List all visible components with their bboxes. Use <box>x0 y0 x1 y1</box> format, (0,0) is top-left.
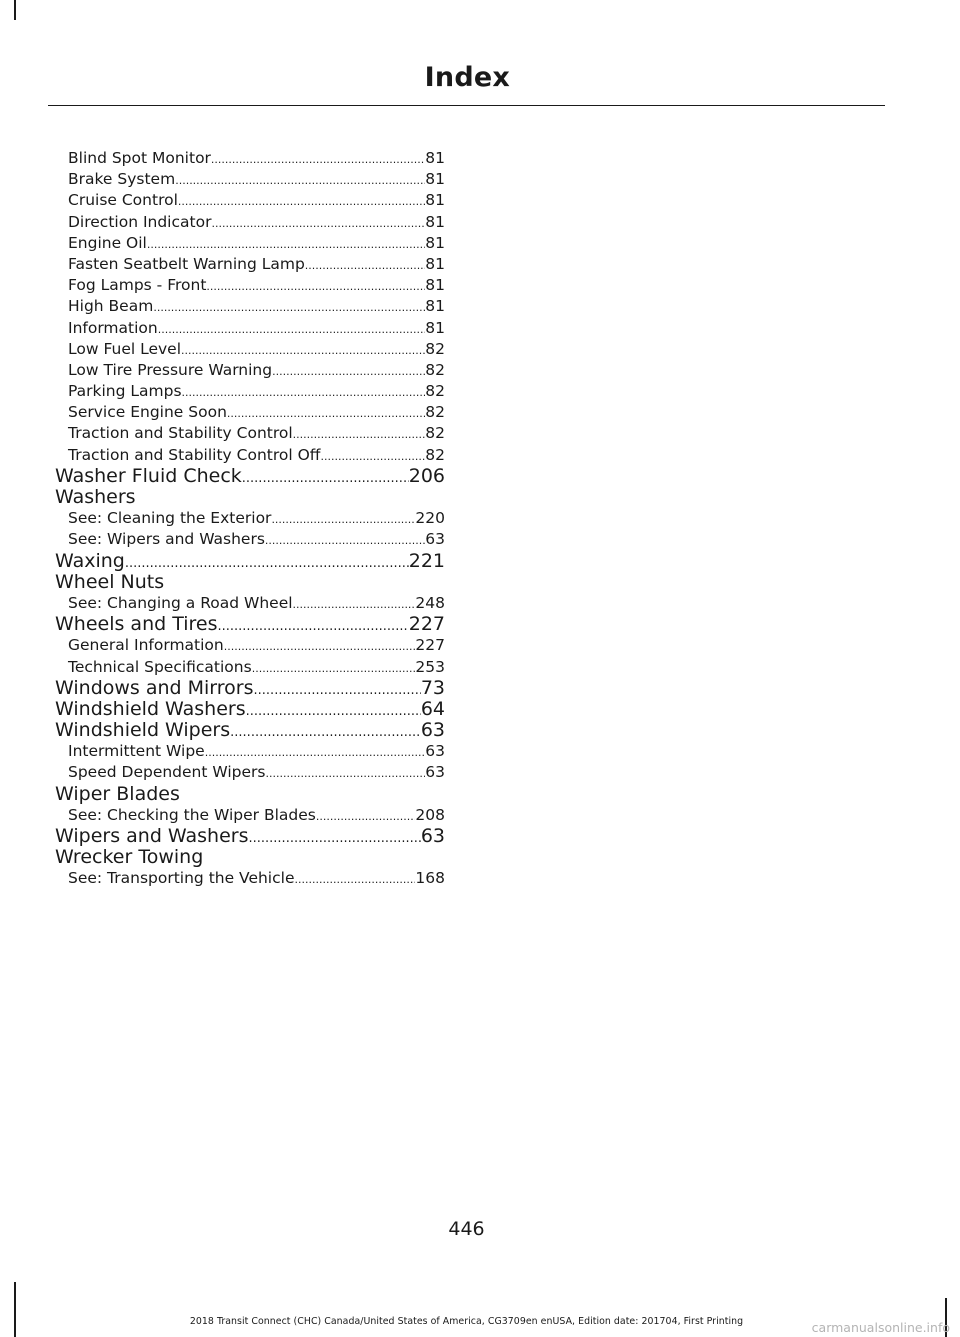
entry-label: Direction Indicator <box>68 212 212 231</box>
dot-leader <box>320 445 425 466</box>
dot-leader <box>252 657 416 678</box>
entry-label: Waxing <box>55 550 125 572</box>
dot-leader <box>316 805 416 826</box>
index-heading <box>55 847 445 868</box>
dot-leader <box>249 826 421 847</box>
footer-edition-info: 2018 Transit Connect (CHC) Canada/United States of America, CG3709en enUSA, Edition date: 201704, First Printing <box>189 1316 744 1327</box>
entry-label: Low Tire Pressure Warning <box>68 360 273 379</box>
entry-page-number: 81 <box>425 318 445 337</box>
entry-label: Information <box>68 318 158 337</box>
entry-label: Fasten Seatbelt Warning Lamp <box>68 254 305 273</box>
page-number: 446 <box>448 1218 485 1240</box>
dot-leader <box>230 720 421 741</box>
entry-page-number: 82 <box>425 382 445 401</box>
index-subentry[interactable] <box>55 508 445 529</box>
entry-page-number: 81 <box>425 170 445 189</box>
entry-label: See: Cleaning the Exterior <box>68 509 272 528</box>
dot-leader <box>265 529 425 550</box>
index-entry[interactable] <box>55 699 445 720</box>
entry-label: Wipers and Washers <box>55 826 249 847</box>
index-subentry[interactable] <box>55 190 445 211</box>
index-subentry[interactable] <box>55 212 445 233</box>
entry-page-number: 63 <box>425 742 445 761</box>
crop-mark-bottom-left <box>14 1282 16 1337</box>
dot-leader <box>293 423 426 444</box>
index-entry[interactable] <box>55 720 445 741</box>
dot-leader <box>158 318 426 339</box>
dot-leader <box>246 699 421 720</box>
entry-page-number: 208 <box>415 805 445 824</box>
entry-page-number: 253 <box>415 657 445 676</box>
dot-leader <box>206 275 425 296</box>
entry-page-number: 64 <box>420 698 445 720</box>
index-subentry[interactable] <box>55 593 445 614</box>
entry-label: Traction and Stability Control <box>68 424 293 443</box>
entry-page-number: 82 <box>425 403 445 422</box>
index-subentry[interactable] <box>55 741 445 762</box>
entry-page-number: 248 <box>415 593 445 612</box>
index-heading <box>55 784 445 805</box>
dot-leader <box>125 551 409 572</box>
entry-label: Engine Oil <box>68 233 147 252</box>
index-column <box>55 148 445 890</box>
dot-leader <box>182 381 426 402</box>
index-subentry[interactable] <box>55 296 445 317</box>
entry-page-number: 82 <box>425 360 445 379</box>
dot-leader <box>271 508 415 529</box>
entry-page-number: 220 <box>415 509 445 528</box>
entry-page-number: 168 <box>415 869 445 888</box>
entry-label: Wheel Nuts <box>55 571 165 593</box>
entry-label: Service Engine Soon <box>68 403 227 422</box>
entry-label: See: Checking the Wiper Blades <box>68 805 316 824</box>
dot-leader <box>205 741 426 762</box>
index-subentry[interactable] <box>55 657 445 678</box>
entry-page-number: 82 <box>425 445 445 464</box>
dot-leader <box>224 635 416 656</box>
entry-label: Intermittent Wipe <box>68 742 205 761</box>
index-entry[interactable] <box>55 551 445 572</box>
header-divider <box>48 105 885 106</box>
entry-label: Fog Lamps - Front <box>68 276 207 295</box>
watermark: carmanualsonline.info <box>811 1320 950 1335</box>
entry-page-number: 227 <box>415 636 445 655</box>
dot-leader <box>254 678 421 699</box>
entry-page-number: 221 <box>408 550 445 572</box>
entry-label: Windows and Mirrors <box>55 677 254 699</box>
dot-leader <box>147 233 425 254</box>
index-entry[interactable] <box>55 678 445 699</box>
entry-label: Washers <box>55 487 136 508</box>
index-subentry[interactable] <box>55 318 445 339</box>
entry-label: Wrecker Towing <box>55 847 204 869</box>
index-entry[interactable] <box>55 826 445 847</box>
entry-page-number: 73 <box>420 677 445 699</box>
dot-leader <box>153 296 425 317</box>
dot-leader <box>178 190 425 211</box>
dot-leader <box>294 868 415 889</box>
index-entry[interactable] <box>55 614 445 635</box>
entry-page-number: 81 <box>425 212 445 231</box>
entry-label: Wiper Blades <box>55 783 180 805</box>
crop-mark-top-left <box>14 0 16 20</box>
dot-leader <box>272 360 425 381</box>
entry-label: Windshield Wipers <box>55 720 231 742</box>
entry-page-number: 81 <box>425 297 445 316</box>
entry-page-number: 63 <box>420 720 445 742</box>
dot-leader <box>293 593 416 614</box>
index-subentry[interactable] <box>55 635 445 656</box>
dot-leader <box>227 402 425 423</box>
entry-label: Technical Specifications <box>68 657 252 676</box>
index-heading <box>55 572 445 593</box>
index-subentry[interactable] <box>55 275 445 296</box>
entry-label: Traction and Stability Control Off <box>68 445 321 464</box>
index-subentry[interactable] <box>55 339 445 360</box>
entry-page-number: 81 <box>425 149 445 167</box>
entry-page-number: 63 <box>425 530 445 549</box>
index-subentry[interactable] <box>55 445 445 466</box>
dot-leader <box>218 614 409 635</box>
entry-page-number: 81 <box>425 276 445 295</box>
entry-page-number: 227 <box>408 614 445 636</box>
entry-label: Blind Spot Monitor <box>68 149 211 167</box>
entry-label: Speed Dependent Wipers <box>68 763 266 782</box>
index-subentry[interactable] <box>55 868 445 889</box>
entry-page-number: 81 <box>425 233 445 252</box>
entry-label: Wheels and Tires <box>55 614 218 636</box>
index-subentry[interactable] <box>55 762 445 783</box>
entry-label: See: Wipers and Washers <box>68 530 265 549</box>
index-heading <box>55 487 445 508</box>
index-subentry[interactable] <box>55 381 445 402</box>
entry-label: General Information <box>68 636 224 655</box>
index-subentry[interactable] <box>55 423 445 444</box>
index-subentry[interactable] <box>55 254 445 275</box>
entry-label: Washer Fluid Check <box>55 465 242 487</box>
entry-label: Parking Lamps <box>68 382 182 401</box>
entry-label: See: Changing a Road Wheel <box>68 593 293 612</box>
entry-label: Brake System <box>68 170 176 189</box>
index-subentry[interactable] <box>55 805 445 826</box>
dot-leader <box>211 148 425 169</box>
entry-label: High Beam <box>68 297 154 316</box>
index-subentry[interactable] <box>55 169 445 190</box>
entry-label: Low Fuel Level <box>68 339 182 358</box>
dot-leader <box>242 466 409 487</box>
index-subentry[interactable] <box>55 360 445 381</box>
dot-leader <box>175 169 425 190</box>
dot-leader <box>305 254 425 275</box>
index-entry[interactable] <box>55 466 445 487</box>
entry-page-number: 63 <box>420 826 445 847</box>
entry-page-number: 82 <box>425 424 445 443</box>
entry-label: Cruise Control <box>68 191 178 210</box>
entry-page-number: 81 <box>425 191 445 210</box>
entry-label: Windshield Washers <box>55 698 246 720</box>
dot-leader <box>266 762 426 783</box>
entry-page-number: 82 <box>425 339 445 358</box>
entry-page-number: 206 <box>408 465 445 487</box>
entry-label: See: Transporting the Vehicle <box>68 869 295 888</box>
index-subentry[interactable] <box>55 148 445 169</box>
index-subentry[interactable] <box>55 529 445 550</box>
index-subentry[interactable] <box>55 233 445 254</box>
entry-page-number: 81 <box>425 254 445 273</box>
entry-page-number: 63 <box>425 763 445 782</box>
page-title: Index <box>424 62 510 93</box>
dot-leader <box>181 339 425 360</box>
dot-leader <box>211 212 425 233</box>
index-subentry[interactable] <box>55 402 445 423</box>
